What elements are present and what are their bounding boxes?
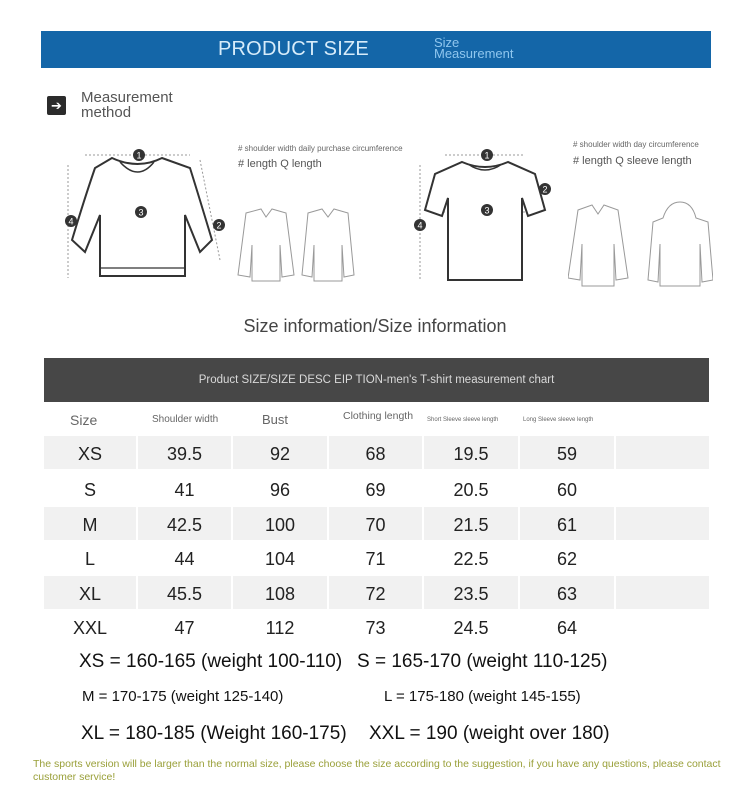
measure-cell: 44 — [174, 549, 195, 569]
measure-cell: 92 — [233, 436, 327, 469]
marker-4-label: 4 — [417, 220, 423, 231]
measure-cell: 71 — [365, 549, 386, 569]
table-row — [44, 436, 709, 469]
product-size-banner — [41, 31, 711, 68]
measurement-method-label: Measurement method — [81, 89, 173, 121]
jacket-sketches-right — [568, 200, 713, 290]
col-header-long-sleeve: Long Sleeve sleeve length — [523, 417, 594, 423]
measure-cell: 59 — [520, 436, 614, 469]
marker-3-label: 3 — [138, 207, 144, 218]
marker-4-label: 4 — [68, 216, 74, 227]
measure-cell: 112 — [265, 618, 295, 638]
empty-cell — [616, 541, 709, 574]
size-guide-s: S = 165-170 (weight 110-125) — [357, 651, 608, 672]
table-row — [44, 576, 709, 609]
measure-cell: 41 — [174, 480, 195, 500]
measure-cell: 69 — [365, 480, 386, 500]
size-cell: XL — [44, 576, 136, 609]
measure-cell: 100 — [233, 507, 327, 540]
size-cell: M — [44, 507, 136, 540]
right-note-bottom: # length Q sleeve length — [573, 155, 692, 167]
measure-cell: 70 — [329, 507, 422, 540]
empty-cell — [616, 576, 709, 609]
arrow-right-icon: ➔ — [47, 96, 66, 115]
table-row — [44, 541, 709, 574]
table-row — [44, 472, 709, 505]
empty-cell — [616, 472, 709, 505]
measure-cell: 96 — [269, 480, 291, 500]
measure-cell: 73 — [365, 618, 386, 638]
size-cell: L — [84, 549, 95, 569]
empty-cell — [616, 610, 709, 643]
size-guide-l: L = 175-180 (weight 145-155) — [384, 688, 581, 705]
banner-title: PRODUCT SIZE — [218, 38, 369, 60]
marker-2-label: 2 — [216, 220, 222, 231]
size-guide-m: M = 170-175 (weight 125-140) — [82, 688, 284, 705]
measure-cell: 68 — [329, 436, 422, 469]
marker-1-label: 1 — [136, 150, 142, 161]
col-header-length: Clothing length — [343, 410, 414, 422]
marker-2 — [212, 218, 226, 237]
left-note-bottom: # length Q length — [238, 158, 322, 170]
marker-1 — [480, 148, 494, 167]
marker-1-label: 1 — [484, 150, 490, 161]
measure-cell: 45.5 — [138, 576, 231, 609]
empty-cell — [616, 507, 709, 540]
measure-cell: 21.5 — [424, 507, 518, 540]
footer-note: The sports version will be larger than the normal size, please choose the size according to the suggestion, if you have any questions, please contact customer service! — [33, 758, 721, 783]
measure-cell: 63 — [520, 576, 614, 609]
marker-2 — [538, 182, 552, 201]
measure-cell: 108 — [233, 576, 327, 609]
right-note-top: # shoulder width day circumference — [573, 140, 699, 149]
marker-4 — [64, 214, 78, 233]
measure-cell: 62 — [556, 549, 578, 569]
size-info-heading: Size information/Size information — [243, 316, 507, 336]
measure-cell: 104 — [264, 549, 296, 569]
empty-cell — [616, 436, 709, 469]
col-header-short-sleeve: Short Sleeve sleeve length — [427, 417, 499, 423]
size-guide-xl: XL = 180-185 (Weight 160-175) — [81, 723, 347, 744]
table-row — [44, 507, 709, 540]
size-cell: XS — [44, 436, 136, 469]
measure-cell: 23.5 — [424, 576, 518, 609]
marker-1 — [132, 148, 146, 167]
measure-cell: 22.5 — [453, 549, 489, 569]
measure-cell: 61 — [520, 507, 614, 540]
table-row — [44, 610, 709, 643]
table-title-bar: Product SIZE/SIZE DESC EIP TION-men's T-shirt measurement chart — [44, 358, 709, 402]
measure-cell: 47 — [174, 618, 195, 638]
size-guide-xxl: XXL = 190 (weight over 180) — [369, 723, 610, 744]
col-header-shoulder: Shoulder width — [152, 414, 219, 425]
measure-cell: 72 — [329, 576, 422, 609]
left-note-top: # shoulder width daily purchase circumference — [238, 144, 403, 153]
measure-cell: 42.5 — [138, 507, 231, 540]
size-cell: S — [83, 480, 96, 500]
measure-cell: 64 — [556, 618, 578, 638]
measure-cell: 39.5 — [138, 436, 231, 469]
measure-cell: 19.5 — [424, 436, 518, 469]
marker-2-label: 2 — [542, 184, 548, 195]
marker-3 — [480, 203, 494, 222]
col-header-size: Size — [70, 412, 98, 428]
jacket-sketches-left — [236, 205, 356, 285]
marker-4 — [413, 218, 427, 237]
marker-3-label: 3 — [484, 205, 490, 216]
measure-cell: 60 — [556, 480, 578, 500]
marker-3 — [134, 205, 148, 224]
size-guide-xs: XS = 160-165 (weight 100-110) — [79, 651, 343, 672]
measure-cell: 24.5 — [453, 618, 489, 638]
size-cell: XXL — [72, 618, 108, 638]
col-header-bust: Bust — [262, 412, 289, 427]
banner-subtitle: Size Measurement — [434, 35, 514, 61]
measure-cell: 20.5 — [453, 480, 489, 500]
